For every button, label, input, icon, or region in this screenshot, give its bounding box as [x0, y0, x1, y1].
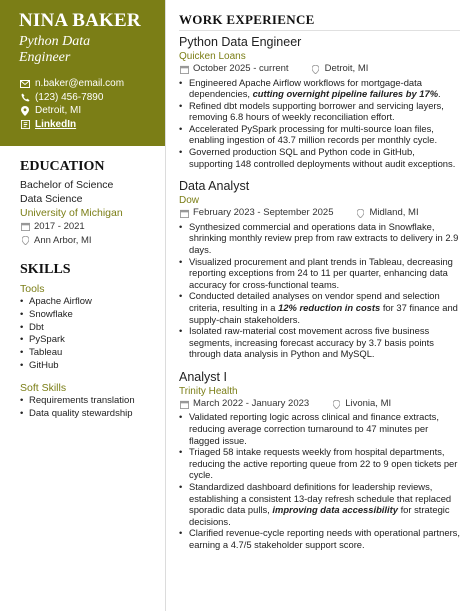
list-item: • Snowflake [20, 309, 157, 322]
bullet-text-end: for strategic decisions. [189, 504, 450, 527]
experience-heading: WORK EXPERIENCE [179, 12, 460, 31]
bullet-text: Visualized procurement and plant trends in Tableau, decreasing reporting exceptions from 24 to 11 per quarter, enhancing data accuracy for cross-functional teams. [189, 255, 453, 290]
job-location-text: Detroit, MI [324, 63, 369, 74]
list-item: • Dbt [20, 322, 157, 335]
job-entry [179, 35, 460, 169]
left-column [0, 0, 166, 611]
bullet-text: Standardized dashboard definitions for leadership reviews, establishing a consistent 13-day refresh schedule that replaced sporadic data pulls, [189, 480, 452, 516]
list-item [179, 100, 460, 123]
list-item [179, 325, 460, 360]
location-pin-icon [331, 400, 341, 409]
list-item: • Requirements translation [20, 395, 157, 408]
skills-heading: SKILLS [20, 262, 71, 277]
education-section [0, 159, 165, 247]
job-dates [179, 398, 309, 411]
location-pin-icon [355, 209, 365, 218]
skills-section [0, 262, 165, 420]
job-company: Dow [179, 195, 200, 207]
job-role: Analyst I [179, 369, 227, 384]
school-name: University of Michigan [20, 207, 123, 219]
tools-heading: Tools [20, 283, 45, 295]
job-dates [179, 63, 289, 76]
bullet-emphasis: improving data accessibility [272, 504, 398, 516]
job-location-text: Midland, MI [369, 207, 419, 219]
job-dates-text: October 2025 - current [193, 63, 289, 74]
location-pin-icon [19, 106, 31, 116]
education-location [20, 234, 157, 248]
bullet-text: Triaged 58 intake requests weekly from hospital departments, reducing the active reporting queue from 22 to 9 open tickets per cycle. [189, 446, 458, 481]
list-item [179, 123, 460, 146]
contact-phone[interactable] [19, 91, 155, 105]
job-meta [179, 398, 460, 411]
location-pin-icon [311, 65, 321, 74]
location-pin-icon [20, 236, 30, 245]
candidate-name: NINA BAKER [19, 10, 141, 31]
bullet-text: Isolated raw-material cost movement across five business segments, increasing forecast accuracy by 3.7 basis points through data analysis in Python and MySQL. [189, 325, 434, 360]
education-heading: EDUCATION [20, 159, 105, 174]
contact-linkedin[interactable] [19, 118, 155, 132]
job-meta [179, 63, 460, 76]
job-role: Python Data Engineer [179, 35, 302, 49]
soft-skills-heading: Soft Skills [20, 381, 67, 394]
calendar-icon [179, 65, 189, 74]
degree-line-2: Data Science [20, 193, 83, 205]
link-icon [19, 120, 31, 129]
list-item [179, 221, 460, 256]
bullet-text: Engineered Apache Airflow workflows for mortgage-data dependencies, [189, 76, 422, 100]
linkedin-link[interactable]: LinkedIn [35, 118, 77, 130]
list-item: • Apache Airflow [20, 296, 157, 309]
job-role: Data Analyst [179, 179, 250, 194]
tools-list [20, 296, 157, 373]
job-dates-text: March 2022 - January 2023 [193, 397, 310, 409]
bullet-text: Refined dbt models supporting borrower and servicing layers, removing 6.8 hours of weekly reconciliation effort. [189, 99, 444, 123]
list-item [179, 146, 460, 169]
calendar-icon [20, 222, 30, 231]
education-location-text: Ann Arbor, MI [34, 234, 92, 246]
job-entry [179, 179, 460, 360]
job-entry [179, 370, 460, 551]
right-column [166, 0, 474, 611]
candidate-title [19, 34, 155, 66]
list-item: • Tableau [20, 347, 157, 360]
calendar-icon [179, 400, 189, 409]
job-location-text: Livonia, MI [345, 397, 392, 409]
bullet-text: Accelerated PySpark processing for multi-source loan files, enabling ingestion of 43.7 million records per monthly cycle. [189, 122, 438, 146]
bullet-text: Validated reporting logic across clinical and finance extracts, reducing average correction turnaround to 47 minutes per flagged issue. [189, 411, 439, 446]
contact-list [19, 77, 155, 131]
list-item [179, 527, 460, 550]
list-item [179, 446, 460, 481]
education-years [20, 220, 157, 234]
job-bullets [179, 221, 460, 360]
job-location [331, 398, 391, 411]
bullet-text-end: . [438, 88, 441, 100]
bullet-text: Clarified revenue-cycle reporting needs with operational partners, earning a 4.7/5 stakeholder support score. [189, 527, 460, 550]
degree-line-1: Bachelor of Science [20, 179, 114, 191]
bullet-text-end: for 37 finance and supply-chain stakeholders. [189, 301, 458, 325]
list-item: • PySpark [20, 334, 157, 347]
job-dates [179, 207, 333, 220]
job-bullets [179, 411, 460, 550]
list-item [179, 290, 460, 325]
bullet-text: Governed production SQL and Python code in GitHub, supporting 148 controlled deployments without audit exceptions. [189, 146, 456, 169]
bullet-text: Conducted detailed analyses on vendor spend and selection criteria, resulting in a [189, 290, 440, 313]
title-line-2: Engineer [19, 50, 71, 65]
soft-skills-list [20, 395, 157, 421]
list-item [179, 481, 460, 527]
bullet-emphasis: cutting overnight pipeline failures by 17% [252, 88, 439, 100]
job-bullets [179, 77, 460, 170]
job-dates-text: February 2023 - September 2025 [193, 207, 334, 219]
job-company: Quicken Loans [179, 51, 246, 62]
contact-email[interactable] [19, 77, 155, 91]
list-item [179, 77, 460, 100]
list-item [179, 411, 460, 446]
calendar-icon [179, 209, 189, 218]
phone-text: (123) 456-7890 [35, 91, 104, 103]
title-line-1: Python Data [19, 34, 91, 49]
list-item [179, 256, 460, 291]
envelope-icon [19, 80, 31, 88]
bullet-emphasis: 12% reduction in costs [278, 301, 381, 313]
list-item: • Data quality stewardship [20, 408, 157, 421]
header-block [0, 0, 165, 146]
list-item: • GitHub [20, 360, 157, 373]
job-company: Trinity Health [179, 385, 238, 397]
education-years-text: 2017 - 2021 [34, 221, 85, 232]
job-meta [179, 207, 460, 220]
email-text: n.baker@email.com [35, 78, 125, 89]
bullet-text: Synthesized commercial and operations data in Snowflake, shrinking monthly review prep from raw extracts to delivery in 2.9 days. [189, 220, 459, 255]
job-location [355, 207, 418, 220]
location-text: Detroit, MI [35, 105, 82, 116]
phone-icon [19, 93, 31, 102]
job-location [311, 63, 369, 76]
contact-location [19, 104, 155, 118]
